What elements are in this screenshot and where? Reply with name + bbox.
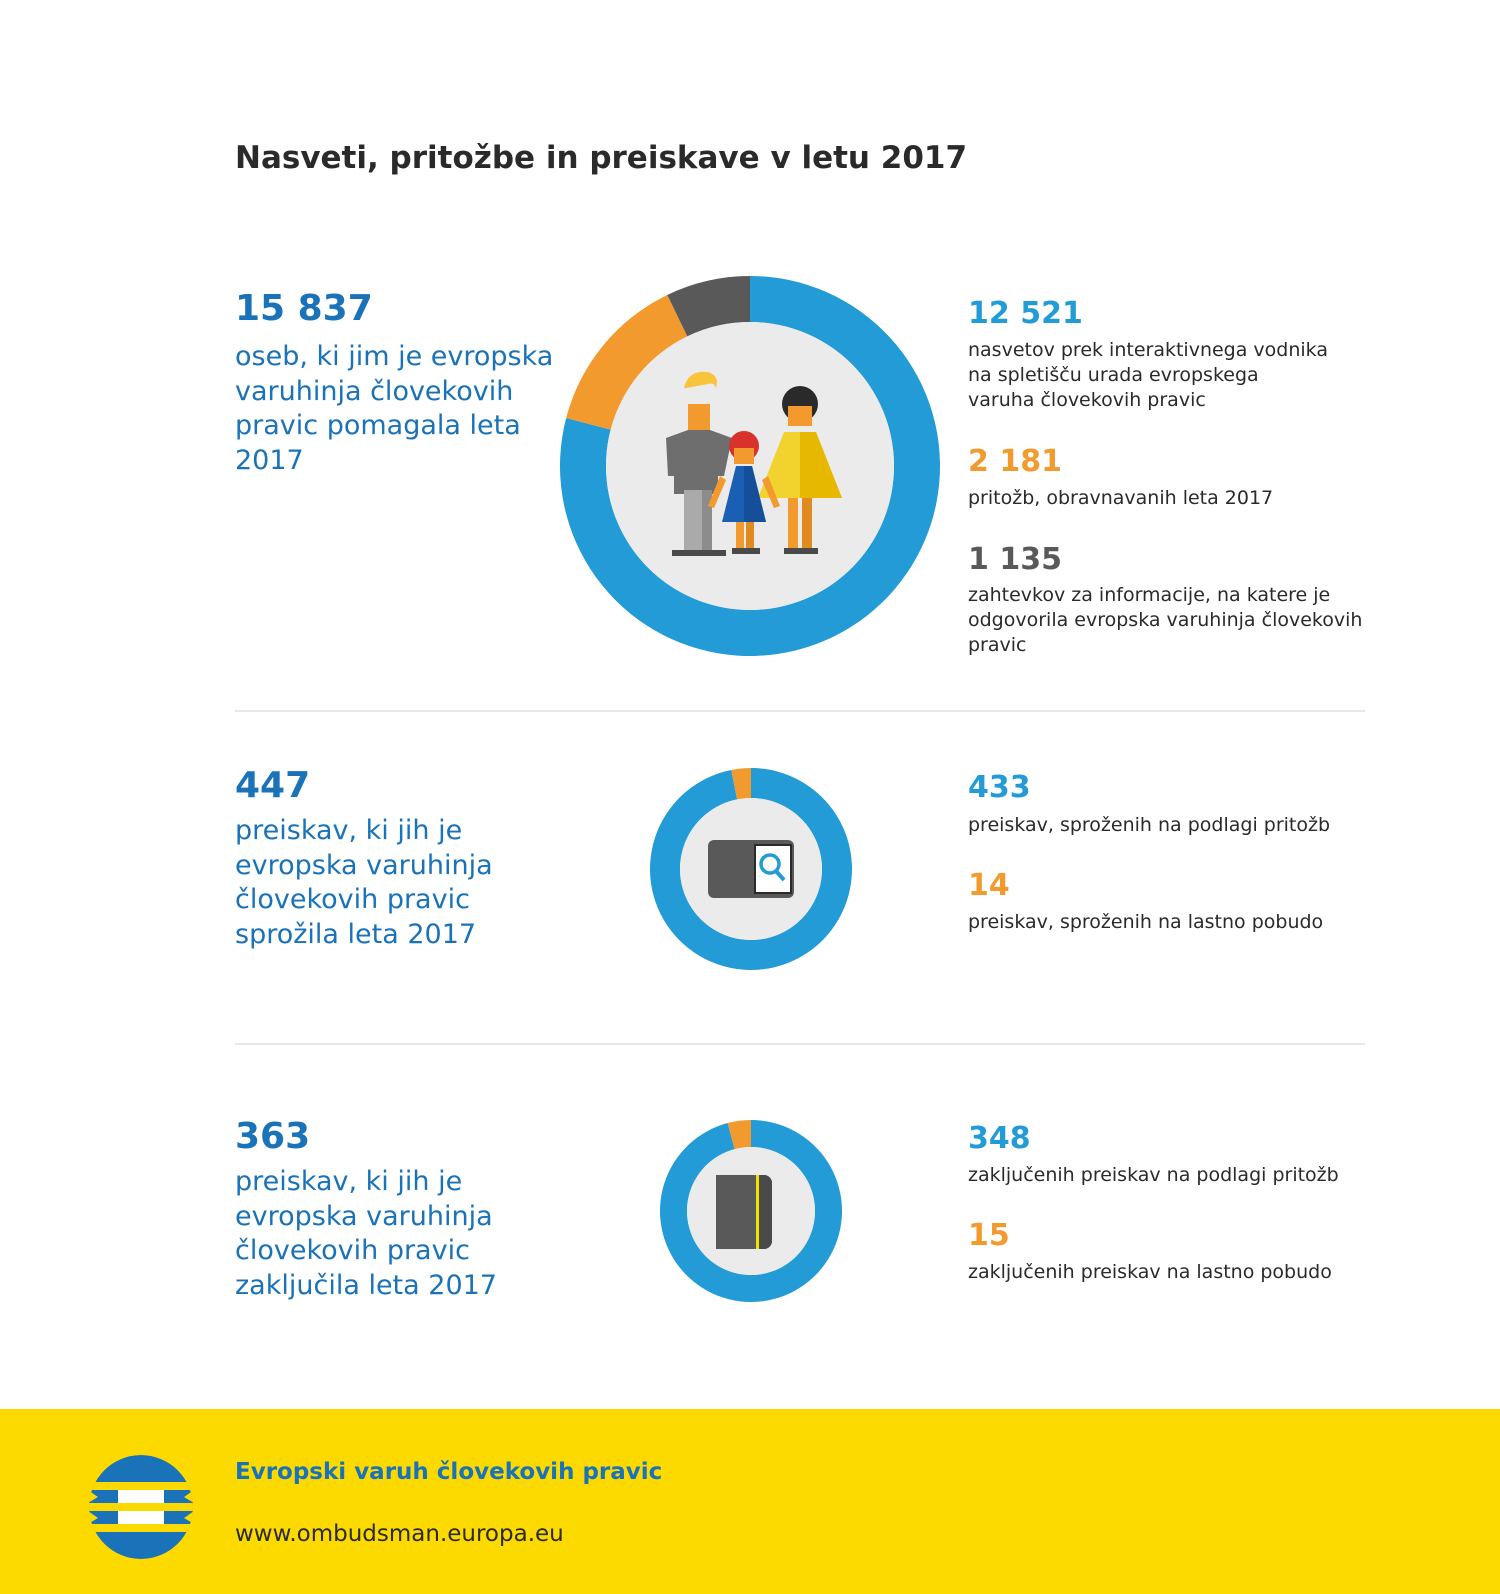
stat-text-opened-complaints: preiskav, sproženih na podlagi pritožb bbox=[968, 814, 1331, 836]
footer bbox=[0, 1409, 1500, 1594]
stat-text-closed-complaints: zaključenih preiskav na podlagi pritožb bbox=[968, 1164, 1339, 1186]
ombudsman-logo-icon bbox=[88, 1454, 194, 1560]
page-title: Nasveti, pritožbe in preiskave v letu 2017 bbox=[235, 140, 968, 176]
stat-value-closed-own-initiative: 15 bbox=[968, 1218, 1010, 1253]
people-helped-total: 15 837 bbox=[235, 288, 373, 329]
stat-text-guide-advice: nasvetov prek interaktivnega vodnika na spletišču urada evropskega varuha človekovih pravic bbox=[968, 339, 1328, 411]
inquiries-closed-description: preiskav, ki jih je evropska varuhinja človekovih pravic zaključila leta 2017 bbox=[235, 1166, 497, 1301]
stat-value-complaints: 2 181 bbox=[968, 444, 1062, 479]
stat-value-info-requests: 1 135 bbox=[968, 542, 1062, 577]
organisation-name: Evropski varuh človekovih pravic bbox=[235, 1459, 663, 1485]
website-link[interactable]: www.ombudsman.europa.eu bbox=[235, 1521, 564, 1547]
inquiries-opened-description: preiskav, ki jih je evropska varuhinja človekovih pravic sprožila leta 2017 bbox=[235, 815, 493, 950]
section-divider bbox=[235, 710, 1365, 712]
inquiries-opened-total: 447 bbox=[235, 765, 311, 806]
stat-value-opened-own-initiative: 14 bbox=[968, 868, 1010, 903]
stat-value-guide-advice: 12 521 bbox=[968, 296, 1083, 331]
stat-text-opened-own-initiative: preiskav, sproženih na lastno pobudo bbox=[968, 911, 1324, 933]
donut-chart-inquiries-opened bbox=[650, 768, 852, 970]
closed-book-icon bbox=[716, 1175, 772, 1249]
stat-text-info-requests: zahtevkov za informacije, na katere je odgovorila evropska varuhinja človekovih pravic bbox=[968, 584, 1363, 656]
stat-value-closed-complaints: 348 bbox=[968, 1121, 1031, 1156]
donut-chart-inquiries-closed bbox=[660, 1120, 842, 1302]
stat-value-opened-complaints: 433 bbox=[968, 770, 1031, 805]
donut-chart-people bbox=[560, 276, 940, 656]
section-divider bbox=[235, 1043, 1365, 1045]
stat-text-closed-own-initiative: zaključenih preiskav na lastno pobudo bbox=[968, 1261, 1332, 1283]
people-helped-description: oseb, ki jim je evropska varuhinja človekovih pravic pomagala leta 2017 bbox=[235, 341, 554, 476]
inquiries-closed-total: 363 bbox=[235, 1116, 311, 1157]
folder-search-icon bbox=[708, 840, 794, 898]
stat-text-complaints: pritožb, obravnavanih leta 2017 bbox=[968, 487, 1274, 509]
